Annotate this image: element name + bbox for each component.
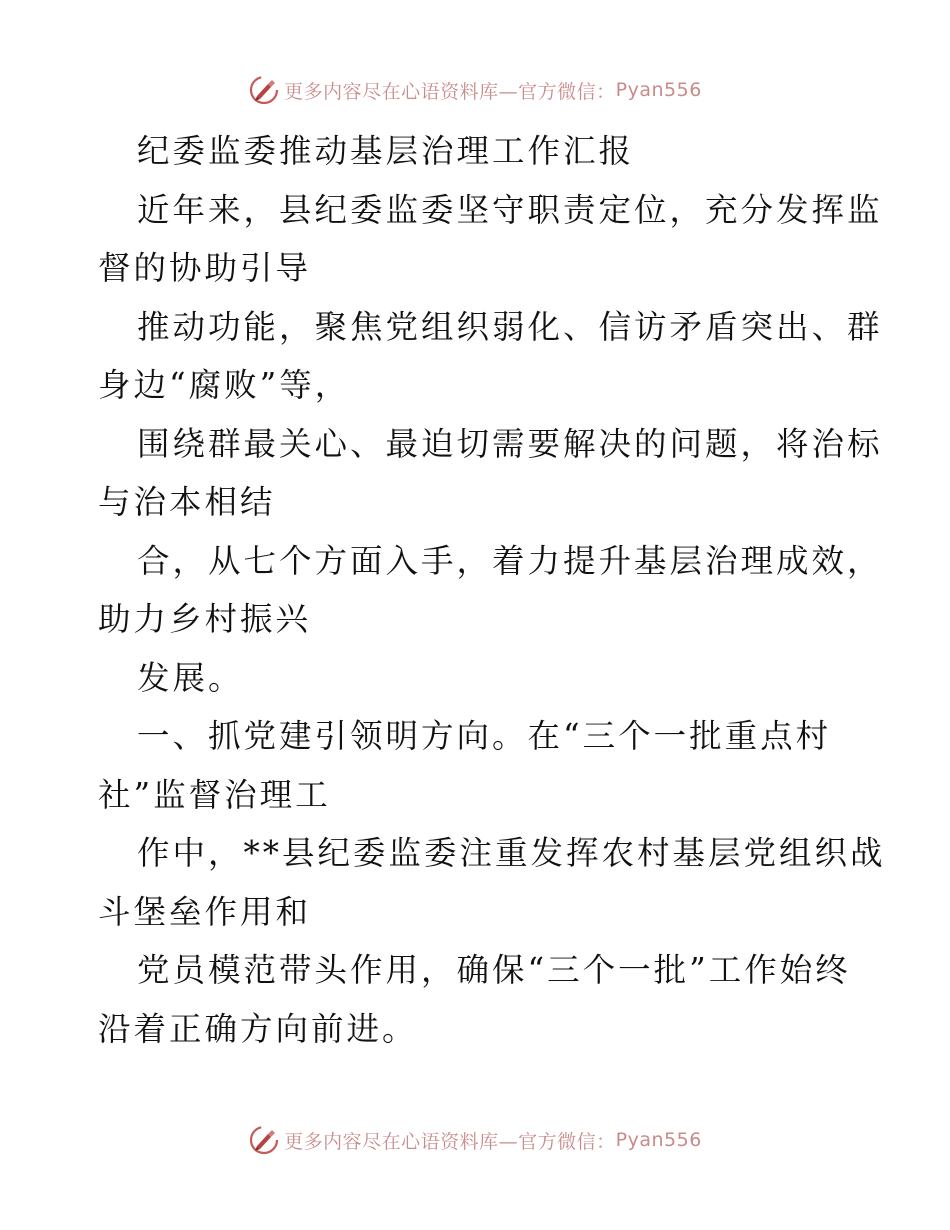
document-body: [98, 122, 886, 1058]
watermark-wechat-id: Pyan556: [615, 79, 702, 101]
footer-watermark: [0, 1123, 950, 1157]
paragraph-line: 助力乡村振兴: [98, 600, 312, 638]
paragraph-line: 党员模范带头作用，确保“三个一批”工作始终: [137, 951, 851, 989]
paragraph-line: 近年来，县纪委监委坚守职责定位，充分发挥监: [137, 190, 883, 229]
paragraph-line: 围绕群最关心、最迫切需要解决的问题，将治标: [137, 424, 883, 463]
watermark-text: 更多内容尽在心语资料库—官方微信：: [284, 80, 616, 103]
paragraph-line: 作中，**县纪委监委注重发挥农村基层党组织战: [137, 834, 886, 872]
pen-logo-icon: [248, 1124, 280, 1156]
header-watermark: [0, 73, 950, 107]
paragraph-line: 发展。: [137, 658, 244, 697]
paragraph-line: 督的协助引导: [98, 249, 312, 287]
paragraph-line: 社”监督治理工: [98, 775, 331, 814]
document-title: 纪委监委推动基层治理工作汇报: [137, 132, 635, 170]
paragraph-line: 身边“腐败”等，: [98, 366, 351, 404]
section-heading-line: 一、抓党建引领明方向。在“三个一批重点村: [137, 717, 832, 755]
paragraph-line: 沿着正确方向前进。: [98, 1009, 418, 1048]
paragraph-line: 斗堡垒作用和: [98, 892, 312, 931]
paragraph-line: 与治本相结: [98, 483, 276, 521]
paragraph-line: 合，从七个方面入手，着力提升基层治理成效，: [137, 541, 883, 580]
pen-logo-icon: [248, 74, 280, 106]
watermark-wechat-id: Pyan556: [615, 1129, 702, 1151]
watermark-text: 更多内容尽在心语资料库—官方微信：: [284, 1130, 616, 1153]
paragraph-line: 推动功能，聚焦党组织弱化、信访矛盾突出、群: [137, 307, 883, 346]
